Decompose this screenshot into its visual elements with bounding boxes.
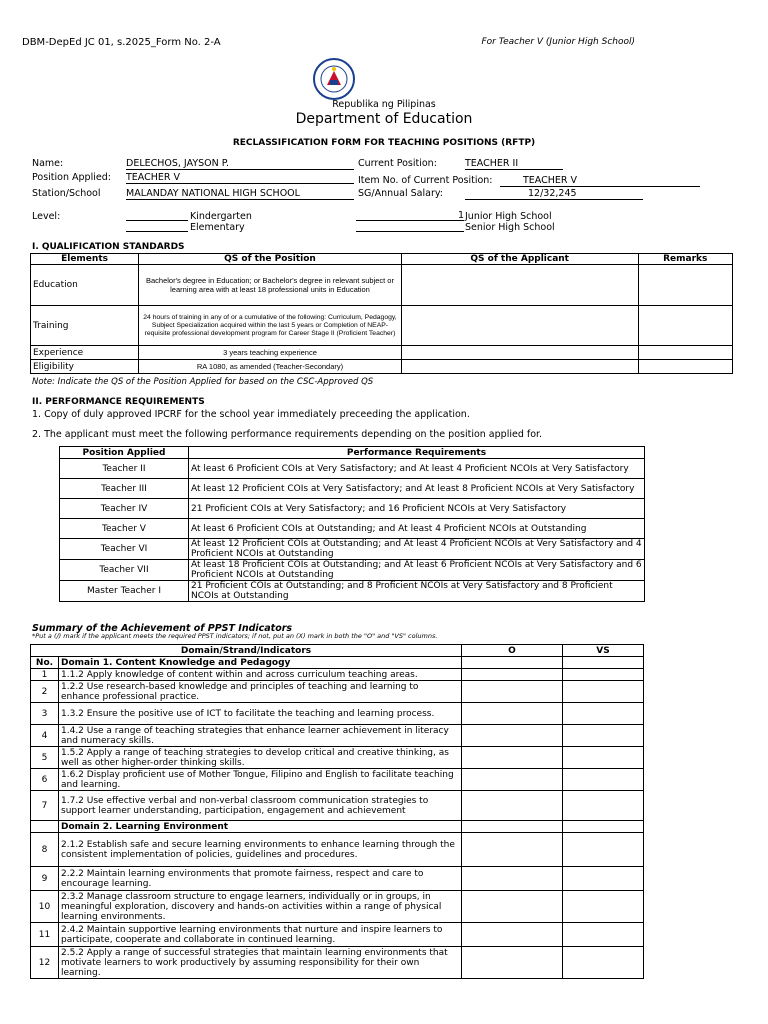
perf-row [60,499,645,519]
performance-item-2: 2. The applicant must meet the following performance requirements depending on the position applied for. [32,429,543,440]
jhs-checkline[interactable]: 1 [356,210,464,221]
ppst-indicator: 2.3.2 Manage classroom structure to engage learners, individually or in groups, in meaningful exploration, discovery and hands-on activities within a range of physical learning environments. [59,891,462,923]
ppst-header-vs: VS [563,645,644,657]
perf-row [60,479,645,499]
shs-checkline[interactable] [356,221,464,232]
ppst-o-cell[interactable] [462,891,563,923]
ppst-row [31,891,644,923]
perf-row [60,560,645,581]
qs-element: Training [31,306,139,346]
ppst-row [31,669,644,681]
ppst-domain-1: Domain 1. Content Knowledge and Pedagogy [59,657,462,669]
qs-element: Eligibility [31,360,139,374]
elementary-checkline[interactable] [126,221,188,232]
qs-row [31,346,733,360]
item-no-label: Item No. of Current Position: [358,175,493,186]
ppst-indicator: 1.2.2 Use research-based knowledge and principles of teaching and learning to enhance professional practice. [59,681,462,703]
station-field[interactable]: MALANDAY NATIONAL HIGH SCHOOL [126,188,354,200]
ppst-indicator: 1.5.2 Apply a range of teaching strategies to develop critical and creative thinking, as well as other higher-order thinking skills. [59,747,462,769]
ppst-row-no: 7 [31,791,59,821]
ppst-row [31,867,644,891]
ppst-row [31,769,644,791]
ppst-o-cell[interactable] [462,923,563,947]
name-label: Name: [32,158,64,169]
perf-position: Teacher IV [60,499,189,519]
ppst-header-o: O [462,645,563,657]
perf-row [60,519,645,539]
ppst-o-cell[interactable] [462,833,563,867]
qs-header-position: QS of the Position [139,254,402,265]
position-applied-field[interactable]: TEACHER V [126,172,354,184]
ppst-table [30,644,644,979]
jhs-label: Junior High School [465,211,552,222]
ppst-indicator: 2.2.2 Maintain learning environments that promote fairness, respect and care to encourage learning. [59,867,462,891]
ppst-vs-cell[interactable] [563,791,644,821]
ppst-row [31,681,644,703]
perf-requirement: At least 12 Proficient COIs at Outstanding; and At least 4 Proficient NCOIs at Very Satisfactory and 4 Proficient NCOIs at Outstanding [189,539,645,560]
current-position-label: Current Position: [358,158,437,169]
ppst-indicator: 2.4.2 Maintain supportive learning environments that nurture and inspire learners to participate, cooperate and collaborate in continued learning. [59,923,462,947]
kinder-label: Kindergarten [190,211,252,222]
qs-header-elements: Elements [31,254,139,265]
qs-position-value: Bachelor's degree in Education; or Bachelor's degree in relevant subject or learning area with at least 18 professional units in Education [139,265,402,306]
ppst-vs-cell[interactable] [563,747,644,769]
level-label: Level: [32,211,61,222]
qualification-section-title: I. QUALIFICATION STANDARDS [32,242,185,252]
name-field[interactable]: DELECHOS, JAYSON P. [126,158,354,170]
form-title: RECLASSIFICATION FORM FOR TEACHING POSITIONS (RFTP) [232,138,536,148]
ppst-row-no: 3 [31,703,59,725]
perf-row [60,539,645,560]
perf-position: Teacher III [60,479,189,499]
ppst-vs-cell[interactable] [563,725,644,747]
perf-header-requirements: Performance Requirements [189,447,645,459]
perf-position: Teacher VI [60,539,189,560]
ppst-o-cell[interactable] [462,791,563,821]
ppst-row [31,833,644,867]
shs-label: Senior High School [465,222,555,233]
position-applied-label: Position Applied: [32,172,111,183]
ppst-o-cell[interactable] [462,725,563,747]
perf-requirement: At least 6 Proficient COIs at Outstanding; and At least 4 Proficient NCOIs at Outstanding [189,519,645,539]
ppst-row-no: 11 [31,923,59,947]
ppst-o-cell [462,657,563,669]
qs-applicant-cell[interactable] [401,346,638,360]
qs-header-remarks: Remarks [638,254,732,265]
perf-requirement: 21 Proficient COIs at Outstanding; and 8 Proficient NCOIs at Very Satisfactory and 8 Proficient NCOIs at Outstanding [189,581,645,602]
perf-requirement: At least 6 Proficient COIs at Very Satisfactory; and At least 4 Proficient NCOIs at Very Satisfactory [189,459,645,479]
qs-header-applicant: QS of the Applicant [401,254,638,265]
ppst-vs-cell[interactable] [563,867,644,891]
perf-requirement: At least 18 Proficient COIs at Outstanding; and At least 6 Proficient NCOIs at Very Satisfactory and 6 Proficient NCOIs at Outstanding [189,560,645,581]
ppst-row-no: 2 [31,681,59,703]
qs-applicant-cell[interactable] [401,306,638,346]
ppst-row-no: 12 [31,947,59,979]
department-title: Department of Education [295,111,473,127]
qs-note: Note: Indicate the QS of the Position Applied for based on the CSC-Approved QS [32,377,374,387]
ppst-vs-cell[interactable] [563,947,644,979]
perf-requirement: At least 12 Proficient COIs at Very Satisfactory; and At least 8 Proficient NCOIs at Very Satisfactory [189,479,645,499]
perf-position: Master Teacher I [60,581,189,602]
performance-section-title: II. PERFORMANCE REQUIREMENTS [32,397,205,407]
performance-item-1: 1. Copy of duly approved IPCRF for the school year immediately preceeding the application. [32,409,470,420]
ppst-indicator: 1.3.2 Ensure the positive use of ICT to facilitate the teaching and learning process. [59,703,462,725]
ppst-indicator: 1.6.2 Display proficient use of Mother Tongue, Filipino and English to facilitate teaching and learning. [59,769,462,791]
ppst-vs-cell[interactable] [563,681,644,703]
ppst-o-cell[interactable] [462,703,563,725]
qualification-table [30,253,733,374]
republika-text: Republika ng Pilipinas [332,99,436,110]
qs-position-value: 24 hours of training in any of or a cumulative of the following: Curriculum, Pedagogy, Subject Specialization acquired within the last 5 years or Completion of NEAP-requisite professional development program for Career Stage II (Proficient Teacher) [139,306,402,346]
ppst-vs-cell[interactable] [563,891,644,923]
qs-remarks-cell[interactable] [638,346,732,360]
qs-row [31,306,733,346]
ppst-row [31,747,644,769]
ppst-vs-cell [563,821,644,833]
ppst-indicator: 2.5.2 Apply a range of successful strategies that maintain learning environments that motivate learners to work productively by assuming responsibility for their own learning. [59,947,462,979]
deped-seal-icon [309,58,359,100]
item-no-field[interactable]: TEACHER V [500,175,700,187]
ppst-o-cell[interactable] [462,947,563,979]
station-label: Station/School [32,188,101,199]
ppst-row-no: 10 [31,891,59,923]
ppst-row [31,947,644,979]
ppst-row-no: 6 [31,769,59,791]
ppst-row-no: 4 [31,725,59,747]
ppst-row [31,791,644,821]
qs-remarks-cell[interactable] [638,265,732,306]
ppst-o-cell[interactable] [462,681,563,703]
salary-field[interactable]: 12/32,245 [465,188,643,200]
ppst-o-cell[interactable] [462,867,563,891]
qs-remarks-cell[interactable] [638,360,732,374]
qs-position-value: 3 years teaching experience [139,346,402,360]
ppst-row-no: 5 [31,747,59,769]
ppst-domain-2: Domain 2. Learning Environment [59,821,462,833]
qs-element: Experience [31,346,139,360]
perf-position: Teacher V [60,519,189,539]
form-for: For Teacher V (Junior High School) [481,37,635,47]
ppst-row [31,703,644,725]
perf-position: Teacher II [60,459,189,479]
ppst-row-no: 9 [31,867,59,891]
ppst-o-cell[interactable] [462,669,563,681]
ppst-indicator: 1.4.2 Use a range of teaching strategies that enhance learner achievement in literacy and numeracy skills. [59,725,462,747]
ppst-title: Summary of the Achievement of PPST Indicators [32,623,293,634]
ppst-row [31,725,644,747]
current-position-field[interactable]: TEACHER II [465,158,563,170]
elementary-label: Elementary [190,222,245,233]
perf-row [60,581,645,602]
ppst-indicator: 1.1.2 Apply knowledge of content within and across curriculum teaching areas. [59,669,462,681]
ppst-o-cell[interactable] [462,747,563,769]
qs-element: Education [31,265,139,306]
ppst-vs-cell[interactable] [563,769,644,791]
ppst-header-indicators: Domain/Strand/Indicators [31,645,462,657]
ppst-vs-cell[interactable] [563,833,644,867]
qs-row [31,265,733,306]
ppst-indicator: 1.7.2 Use effective verbal and non-verbal classroom communication strategies to support learner understanding, participation, engagement and achievement [59,791,462,821]
perf-row [60,459,645,479]
ppst-o-cell[interactable] [462,769,563,791]
ppst-o-cell [462,821,563,833]
ppst-vs-cell [563,657,644,669]
ppst-indicator: 2.1.2 Establish safe and secure learning environments to enhance learning through the consistent implementation of policies, guidelines and procedures. [59,833,462,867]
ppst-vs-cell[interactable] [563,669,644,681]
qs-remarks-cell[interactable] [638,306,732,346]
ppst-no-blank [31,821,59,833]
form-code: DBM-DepEd JC 01, s.2025_Form No. 2-A [22,37,221,48]
perf-position: Teacher VII [60,560,189,581]
qs-applicant-cell[interactable] [401,265,638,306]
qs-row [31,360,733,374]
ppst-note: *Put a (/) mark if the applicant meets the required PPST indicators; if not, put an (X) mark in both the "O" and "VS" columns. [32,632,438,640]
ppst-row-no: 1 [31,669,59,681]
ppst-row-no: 8 [31,833,59,867]
qs-applicant-cell[interactable] [401,360,638,374]
ppst-vs-cell[interactable] [563,923,644,947]
ppst-row [31,923,644,947]
perf-header-position: Position Applied [60,447,189,459]
salary-label: SG/Annual Salary: [358,188,443,199]
performance-table [59,446,645,602]
qs-position-value: RA 1080, as amended (Teacher-Secondary) [139,360,402,374]
kinder-checkline[interactable] [126,210,188,221]
perf-requirement: 21 Proficient COIs at Very Satisfactory; and 16 Proficient NCOIs at Very Satisfactory [189,499,645,519]
ppst-vs-cell[interactable] [563,703,644,725]
ppst-no-header: No. [31,657,59,669]
